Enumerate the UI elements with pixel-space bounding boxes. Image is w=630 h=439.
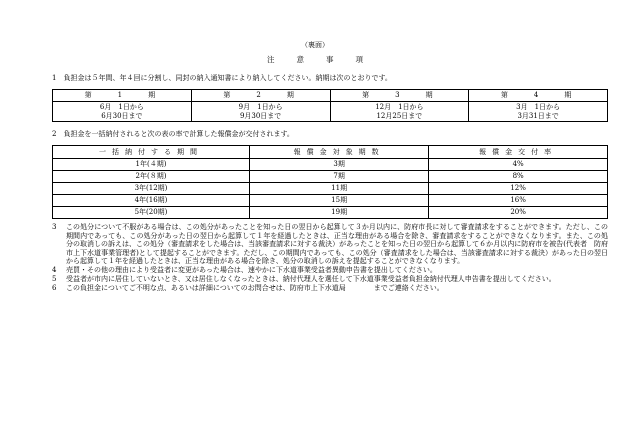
table-row: [53, 159, 608, 171]
period-end: 3月31日まで: [517, 111, 559, 120]
table-cell: 4年(16期): [53, 195, 250, 207]
note-item: [52, 266, 608, 275]
table-cell: [191, 102, 330, 122]
table-row: [53, 102, 608, 122]
note-number: 5: [52, 274, 57, 283]
note-item: [52, 284, 608, 293]
table-header-cell: 第 4 期: [469, 90, 608, 102]
table-cell: 4%: [429, 159, 608, 171]
note-number: 4: [52, 265, 57, 274]
table-cell: 3期: [250, 159, 429, 171]
table-header-row: [53, 90, 608, 102]
table-header-cell: 一括納付する期間: [53, 146, 250, 159]
table-cell: 12%: [429, 183, 608, 195]
note-text: 売買・その他の理由により受益者に変更があった場合は、速やかに下水道事業受益者異動申告書を提出してください。: [66, 265, 437, 274]
table-cell: 20%: [429, 207, 608, 219]
period-end: 6月30日まで: [101, 111, 143, 120]
table-cell: [469, 102, 608, 122]
table-header-cell: 報償金交付率: [429, 146, 608, 159]
table-cell: 1年(４期): [53, 159, 250, 171]
note-text: この負担金についてご不明な点、あるいは詳細についてのお問合せは、防府市上下水道局 までご連絡ください。: [66, 284, 444, 293]
table-row: [53, 183, 608, 195]
section2-text: 2 負担金を一括納付されると次の表の率で計算した報償金が交付されます。: [52, 130, 294, 138]
period-end: 9月30日まで: [239, 111, 282, 120]
payment-period-table: [52, 89, 608, 122]
period-end: 12月25日まで: [376, 111, 423, 120]
page-title: 注意事項: [267, 55, 385, 64]
period-start: 6月 1日から: [99, 102, 144, 111]
note-text: この処分について不服がある場合は、この処分があったことを知った日の翌日から起算して３か月以内に、防府市長に対して審査請求をすることができます。ただし、この期間内であっても、この処分があった日の翌日から起算して１年を経過したときは、正当な理由がある場合を除き、審査請求をすることができなくなります。また、この処分の取消しの訴えは、この処分（審査請求をした場合は、当該審査請求に対する裁決）があったことを知った日の翌日から起算して６か月以内に防府市を被告(代表者 防府市上下水道事業管理者)として提起することができます。ただし、この期間内であっても、この処分（審査請求をした場合は、当該審査請求に対する裁決）があった日の翌日から起算して１年を経過したときは、正当な理由がある場合を除き、処分の取消しの訴えを提起することができなくなります。: [66, 223, 608, 266]
note-number: 6: [52, 284, 57, 293]
table-header-cell: 第 2 期: [191, 90, 330, 102]
table-cell: 19期: [250, 207, 429, 219]
note-item: [52, 275, 608, 284]
table-cell: [330, 102, 469, 122]
reward-rate-table: [52, 145, 608, 219]
table-row: [53, 195, 608, 207]
notes-list: [52, 223, 608, 293]
period-start: 3月 1日から: [516, 102, 561, 111]
table-header-cell: 第 1 期: [53, 90, 192, 102]
table-header-row: [53, 146, 608, 159]
table-row: [53, 207, 608, 219]
page-subtitle: （裏面）: [301, 41, 329, 49]
table-cell: 7期: [250, 171, 429, 183]
table-cell: 15期: [250, 195, 429, 207]
section1-text: 1 負担金は５年間、年４回に分割し、同封の納入通知書により納入してください。納期は次のとおりです。: [52, 74, 392, 82]
table-cell: [53, 102, 192, 122]
table-cell: 2年(８期): [53, 171, 250, 183]
table-cell: 8%: [429, 171, 608, 183]
note-text: 受益者が市内に居住していないとき、又は居住しなくなったときは、納付代理人を選任して下水道事業受益者負担金納付代理人申告書を提出してください。: [66, 274, 556, 283]
table-cell: 5年(20期): [53, 207, 250, 219]
period-start: 9月 1日から: [238, 102, 283, 111]
table-cell: 16%: [429, 195, 608, 207]
table-row: [53, 171, 608, 183]
table-header-cell: 報償金対象期数: [250, 146, 429, 159]
table-header-cell: 第 3 期: [330, 90, 469, 102]
table-cell: 3年(12期): [53, 183, 250, 195]
note-item: [52, 223, 608, 266]
period-start: 12月 1日から: [375, 102, 424, 111]
note-number: 3: [52, 223, 57, 231]
table-cell: 11期: [250, 183, 429, 195]
